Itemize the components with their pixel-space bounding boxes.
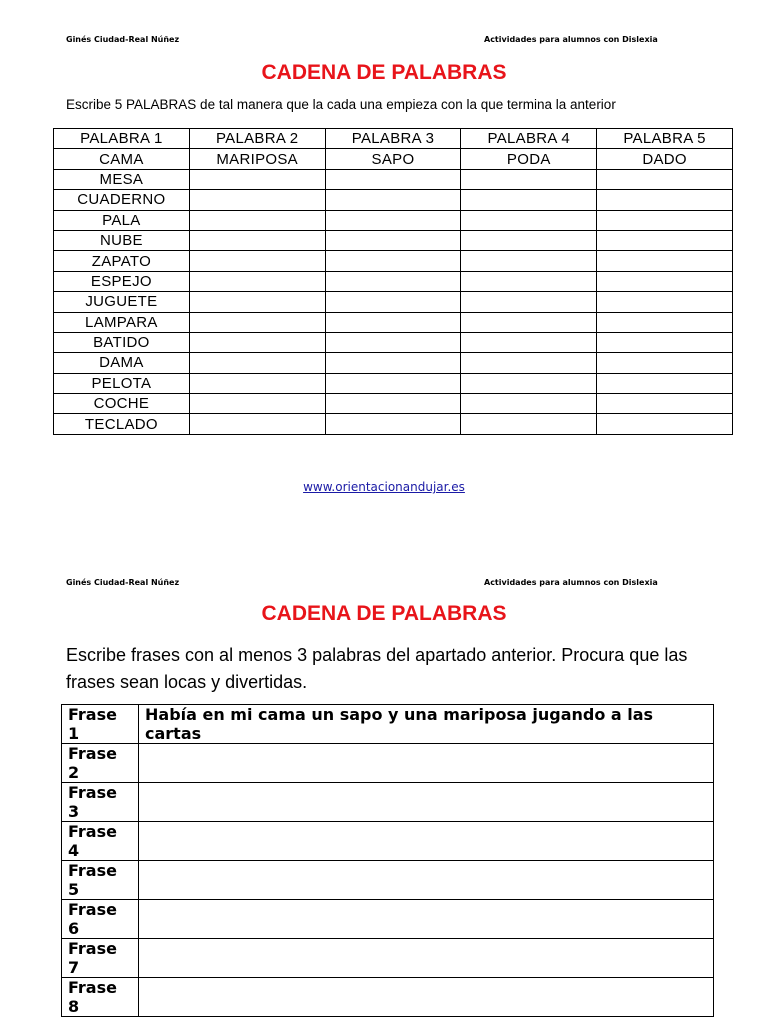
word-cell[interactable] (597, 210, 733, 230)
word-cell[interactable] (597, 230, 733, 250)
table-row (54, 251, 733, 271)
table-row (62, 783, 714, 822)
column-header: PALABRA 3 (325, 129, 461, 149)
sentence-cell[interactable] (139, 822, 714, 861)
word-chain-table (53, 128, 733, 435)
sentence-label: Frase 7 (62, 939, 139, 978)
table-row (54, 332, 733, 352)
word-cell[interactable] (325, 373, 461, 393)
word-cell[interactable] (189, 251, 325, 271)
sentence-label: Frase 6 (62, 900, 139, 939)
subject-header: Actividades para alumnos con Dislexia (484, 35, 658, 44)
subject-header: Actividades para alumnos con Dislexia (484, 578, 658, 587)
table-row (54, 230, 733, 250)
word-cell: DAMA (54, 353, 190, 373)
table-row (54, 414, 733, 434)
sentence-cell[interactable] (139, 783, 714, 822)
sentence-label: Frase 1 (62, 705, 139, 744)
sentence-label: Frase 5 (62, 861, 139, 900)
word-cell[interactable] (189, 169, 325, 189)
word-cell: MESA (54, 169, 190, 189)
word-cell[interactable] (189, 394, 325, 414)
table-row (54, 271, 733, 291)
word-cell[interactable] (597, 190, 733, 210)
table-row (62, 822, 714, 861)
word-cell[interactable] (325, 169, 461, 189)
table-row (54, 353, 733, 373)
word-cell[interactable] (189, 230, 325, 250)
sentence-label: Frase 3 (62, 783, 139, 822)
word-cell[interactable] (461, 373, 597, 393)
word-cell[interactable] (461, 312, 597, 332)
word-cell[interactable] (189, 271, 325, 291)
word-cell[interactable] (461, 210, 597, 230)
word-cell[interactable] (461, 414, 597, 434)
sentence-cell[interactable] (139, 900, 714, 939)
word-cell[interactable] (461, 230, 597, 250)
word-cell[interactable] (325, 230, 461, 250)
word-cell[interactable] (189, 332, 325, 352)
table-row (62, 744, 714, 783)
table-header-row (54, 129, 733, 149)
word-cell[interactable] (461, 190, 597, 210)
word-cell[interactable] (325, 210, 461, 230)
word-cell: ZAPATO (54, 251, 190, 271)
word-cell[interactable] (461, 353, 597, 373)
word-cell[interactable] (597, 271, 733, 291)
word-cell[interactable] (597, 373, 733, 393)
table-row (54, 190, 733, 210)
table-row (54, 312, 733, 332)
sentence-cell[interactable] (139, 939, 714, 978)
word-cell[interactable] (189, 312, 325, 332)
column-header: PALABRA 2 (189, 129, 325, 149)
word-cell: PALA (54, 210, 190, 230)
author-header: Ginés Ciudad-Real Núñez (66, 578, 180, 587)
word-cell[interactable] (597, 292, 733, 312)
word-cell[interactable] (189, 210, 325, 230)
table-row (54, 149, 733, 169)
table-row (62, 900, 714, 939)
table-row (62, 978, 714, 1017)
word-cell[interactable] (461, 394, 597, 414)
word-cell[interactable] (325, 251, 461, 271)
word-cell[interactable] (325, 353, 461, 373)
word-cell[interactable] (189, 373, 325, 393)
sentences-table (61, 704, 714, 1017)
sentence-cell[interactable] (139, 978, 714, 1017)
word-cell[interactable] (325, 271, 461, 291)
word-cell: BATIDO (54, 332, 190, 352)
word-cell: MARIPOSA (189, 149, 325, 169)
table-row (62, 939, 714, 978)
word-cell: COCHE (54, 394, 190, 414)
word-cell[interactable] (461, 169, 597, 189)
word-cell[interactable] (461, 271, 597, 291)
table-row (62, 861, 714, 900)
word-cell[interactable] (461, 292, 597, 312)
word-cell[interactable] (597, 414, 733, 434)
word-cell[interactable] (325, 190, 461, 210)
word-cell: TECLADO (54, 414, 190, 434)
word-cell: LAMPARA (54, 312, 190, 332)
word-cell: PELOTA (54, 373, 190, 393)
table-row (54, 169, 733, 189)
instruction-text: Escribe 5 PALABRAS de tal manera que la cada una empieza con la que termina la anterior (66, 97, 616, 112)
page-title: CADENA DE PALABRAS (261, 61, 507, 84)
word-cell[interactable] (597, 353, 733, 373)
word-cell[interactable] (189, 190, 325, 210)
table-row (62, 705, 714, 744)
word-cell[interactable] (325, 414, 461, 434)
word-cell: PODA (461, 149, 597, 169)
word-cell[interactable] (597, 251, 733, 271)
sentence-label: Frase 8 (62, 978, 139, 1017)
table-row (54, 292, 733, 312)
word-cell[interactable] (597, 394, 733, 414)
word-cell[interactable] (325, 312, 461, 332)
table-row (54, 210, 733, 230)
table-row (54, 373, 733, 393)
word-cell: NUBE (54, 230, 190, 250)
word-cell: CUADERNO (54, 190, 190, 210)
sentence-cell: Había en mi cama un sapo y una mariposa jugando a las cartas (139, 705, 714, 744)
word-cell[interactable] (325, 332, 461, 352)
column-header: PALABRA 5 (597, 129, 733, 149)
author-header: Ginés Ciudad-Real Núñez (66, 35, 180, 44)
sentence-label: Frase 2 (62, 744, 139, 783)
website-link[interactable]: www.orientacionandujar.es (303, 480, 465, 494)
word-cell[interactable] (189, 292, 325, 312)
word-cell[interactable] (189, 414, 325, 434)
word-cell[interactable] (597, 169, 733, 189)
sentence-cell[interactable] (139, 744, 714, 783)
word-cell[interactable] (597, 312, 733, 332)
word-cell[interactable] (461, 332, 597, 352)
instruction-text: Escribe frases con al menos 3 palabras del apartado anterior. Procura que las frases sean locas y divertidas. (66, 645, 688, 692)
word-cell: JUGUETE (54, 292, 190, 312)
word-cell: SAPO (325, 149, 461, 169)
word-cell: DADO (597, 149, 733, 169)
word-cell[interactable] (189, 353, 325, 373)
word-cell[interactable] (461, 251, 597, 271)
word-cell: CAMA (54, 149, 190, 169)
page-title: CADENA DE PALABRAS (261, 602, 507, 625)
sentence-cell[interactable] (139, 861, 714, 900)
column-header: PALABRA 1 (54, 129, 190, 149)
table-row (54, 394, 733, 414)
word-cell[interactable] (325, 292, 461, 312)
sentence-label: Frase 4 (62, 822, 139, 861)
column-header: PALABRA 4 (461, 129, 597, 149)
word-cell: ESPEJO (54, 271, 190, 291)
word-cell[interactable] (325, 394, 461, 414)
word-cell[interactable] (597, 332, 733, 352)
